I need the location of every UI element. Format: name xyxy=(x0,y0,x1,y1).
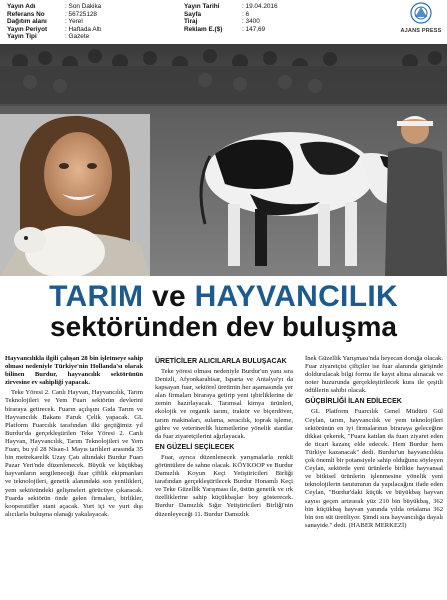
meta-value: : Son Dakika xyxy=(65,3,102,10)
article-paragraph: Teke Yöresi 2. Canlı Hayvan, Hayvancılık, Tarım Teknolojileri ve Yem Fuarı sektörün devlerini biraraya getirecek. Fuarın açılışını Gıda Tarım ve Hayvancılık Bakanı Faruk Çelik yapacak. GL Platform Fuarcılık tarafından ilki geçtiğimiz yıl Burdur'da gerçekleştirilen Teke Yöresi 2. Canlı Hayvan, Hayvancılık, Tarım Teknolojileri ve Yem Fuarı, bu yıl 28 Nisan-1 Mayıs tarihleri arasında 35 bin metrekarelik Uzay Çatı altındaki Burdur Fuarı Pazar Yeri'nde düzenlenecek. Büyük ve küçükbaş hayvanların sergileneceği fuar çiftlik ekipmanları ve teknolojileri, genetik alanındaki son yenilikleri, yem sektöründeki gelişmeleri görücüye çıkaracak. Fuarda sektörün önde gelen firmaları, birlikler, kooperatifler stant açacak. Yurt içi ve yurt dışı alıcılarla buluşma olanağı yakalayacak. xyxy=(5,389,143,518)
meta-value: : 6 xyxy=(242,10,250,18)
agency-logo xyxy=(400,2,442,35)
meta-label: Yayın Adı xyxy=(7,3,36,10)
article-paragraph: Teke yöresi olması nedeniyle Burdur'un yanı sıra Denizli, Afyonkarahisar, Isparta ve Antalya'yı da kapsayan fuar, sektörel üretimin her aşamasında yer alan firmaları biraraya getirip yeni işbirliklerine de zemin hazırlayacak. Tarımsal kimya ürünleri, ekolojik ve organik tarım, traktör ve biçerdöver, tarım makinaları, sulama, seracılık, toprak işleme, gübre ve veterinerlik hizmetlerine yönelik stantlar da fuar ziyaretçilerini ağırlayacak. xyxy=(155,368,293,440)
agency-name: AJANS PRESS xyxy=(400,27,442,34)
meta-label: Dağıtım alanı xyxy=(7,18,47,26)
article-body xyxy=(5,355,443,600)
headline xyxy=(0,281,447,341)
clipping-metadata xyxy=(0,0,447,44)
meta-row xyxy=(184,3,278,11)
article-paragraph: İnek Güzellik Yarışması'nda heyecan doruğa olacak. Fuar ziyaretçisi çiftçiler ise fuar alanında girişinde doldurulacak bilgi formu ile kayıt altına alınacak ve noter huzurunda gerçekleştirilecek kura ile çeşitli ödüllerin sahibi olacak. xyxy=(305,355,443,395)
meta-row xyxy=(184,26,278,34)
meta-value: : 19.04.2016 xyxy=(242,3,278,10)
meta-row xyxy=(7,33,147,41)
meta-label: Reklam E.($) xyxy=(184,25,223,33)
meta-label: Tiraj xyxy=(184,18,198,26)
meta-label: Yayın Periyot xyxy=(7,25,48,33)
metadata-right xyxy=(184,3,278,33)
headline-word-hayvancilik: HAYVANCILIK xyxy=(194,280,398,313)
meta-row xyxy=(184,11,278,19)
meta-row xyxy=(7,11,147,19)
meta-row xyxy=(7,3,147,11)
meta-row xyxy=(7,18,147,26)
subheading: EN GÜZELİ SEÇİLECEK xyxy=(155,443,235,451)
meta-value: : 56725128 xyxy=(65,10,97,18)
meta-value: : Haftada Altı xyxy=(65,25,102,33)
meta-label: Referans No xyxy=(7,10,45,18)
article-column-2 xyxy=(155,355,293,521)
article-paragraph: Fuar, ayrıca düzenlenecek yarışmalarla renkli görüntülere de sahne olacak. KÖYKOOP ve Burdur Damızlık Koyun Keçi Yetiştiricileri Birliği tarafından gerçekleştirilecek Burdur Honamlı Keçi ve Teke Güzellik Yarışması ile, üstün genetik ve ırk özelliklerine sahip küçükbaşlar boy gösterecek. Burdur Damızlık Sığır Yetiştiricileri Birliği'nin düzenleyeceği 11. Burdur Damızlık xyxy=(155,453,293,518)
meta-label: Yayın Tarihi xyxy=(184,3,220,10)
meta-value: : Yerel xyxy=(65,18,83,26)
woman-with-lamb xyxy=(0,114,150,276)
meta-value: : Gazete xyxy=(65,33,90,41)
headline-word-ve: ve xyxy=(143,280,195,313)
meta-row xyxy=(7,26,147,34)
article-column-1 xyxy=(5,355,143,521)
article-paragraph: GL Platform Fuarcılık Genel Müdürü Gül Ceylan, tarım, hayvancılık ve yem teknolojileri sektörünün en iyi firmalarının biraraya geleceğine dikkat çekerek, "Fuara katılan da fuarı ziyaret eden de ticari kazanç elde edecek. Hem Burdur hem Türkiye kazanacak" dedi. Burdur'un hayvancılıkta çok önemli bir potansiyele sahip olduğunu söyleyen Ceylan, sektörde yeni ürünlerle birlikte hayvansal ve bitkisel ürünlerin işlenmesine yönelik yeni teknolojilerin tanıtımının da yapılacağını ifade eden Ceylan, "Burdur'daki küçük ve büyükbaş hayvan sayısı geçen artırarak yüz 210 bin büyükbaş, 362 bin küçükbaş hayvan yanında yılda ortalama 362 bin ton süt üretiliyor. Şimdi sıra hayvancılığa dayalı sanayide." dedi. (HABER MERKEZİ) xyxy=(305,408,443,529)
headline-word-tarim: TARIM xyxy=(49,280,144,313)
subheading: ÜRETİCİLER ALICILARLA BULUŞACAK xyxy=(155,358,287,365)
meta-label: Yayın Tipi xyxy=(7,33,37,41)
headline-line-1 xyxy=(0,281,447,312)
meta-label: Sayfa xyxy=(184,10,202,18)
subheading: GÜÇBİRLİĞİ İLAN EDİLECEK xyxy=(305,398,402,406)
article-column-3 xyxy=(305,355,443,532)
meta-row xyxy=(184,18,278,26)
meta-value: : 3400 xyxy=(242,18,260,26)
article-photo xyxy=(0,44,447,276)
article-lead: Hayvancılıkla ilgili çalışan 28 bin işletmeye sahip olması nedeniyle Türkiye'nin Hollanda'sı olarak bilinen Burdur, hayvancılık sektörünün zirvesine ev sahipliği yapacak. xyxy=(5,355,143,387)
meta-value: : 147,69 xyxy=(242,25,266,33)
metadata-left xyxy=(7,3,147,41)
headline-line-2: sektöründen dev buluşma xyxy=(50,311,397,342)
agency-logo-icon xyxy=(410,2,432,24)
